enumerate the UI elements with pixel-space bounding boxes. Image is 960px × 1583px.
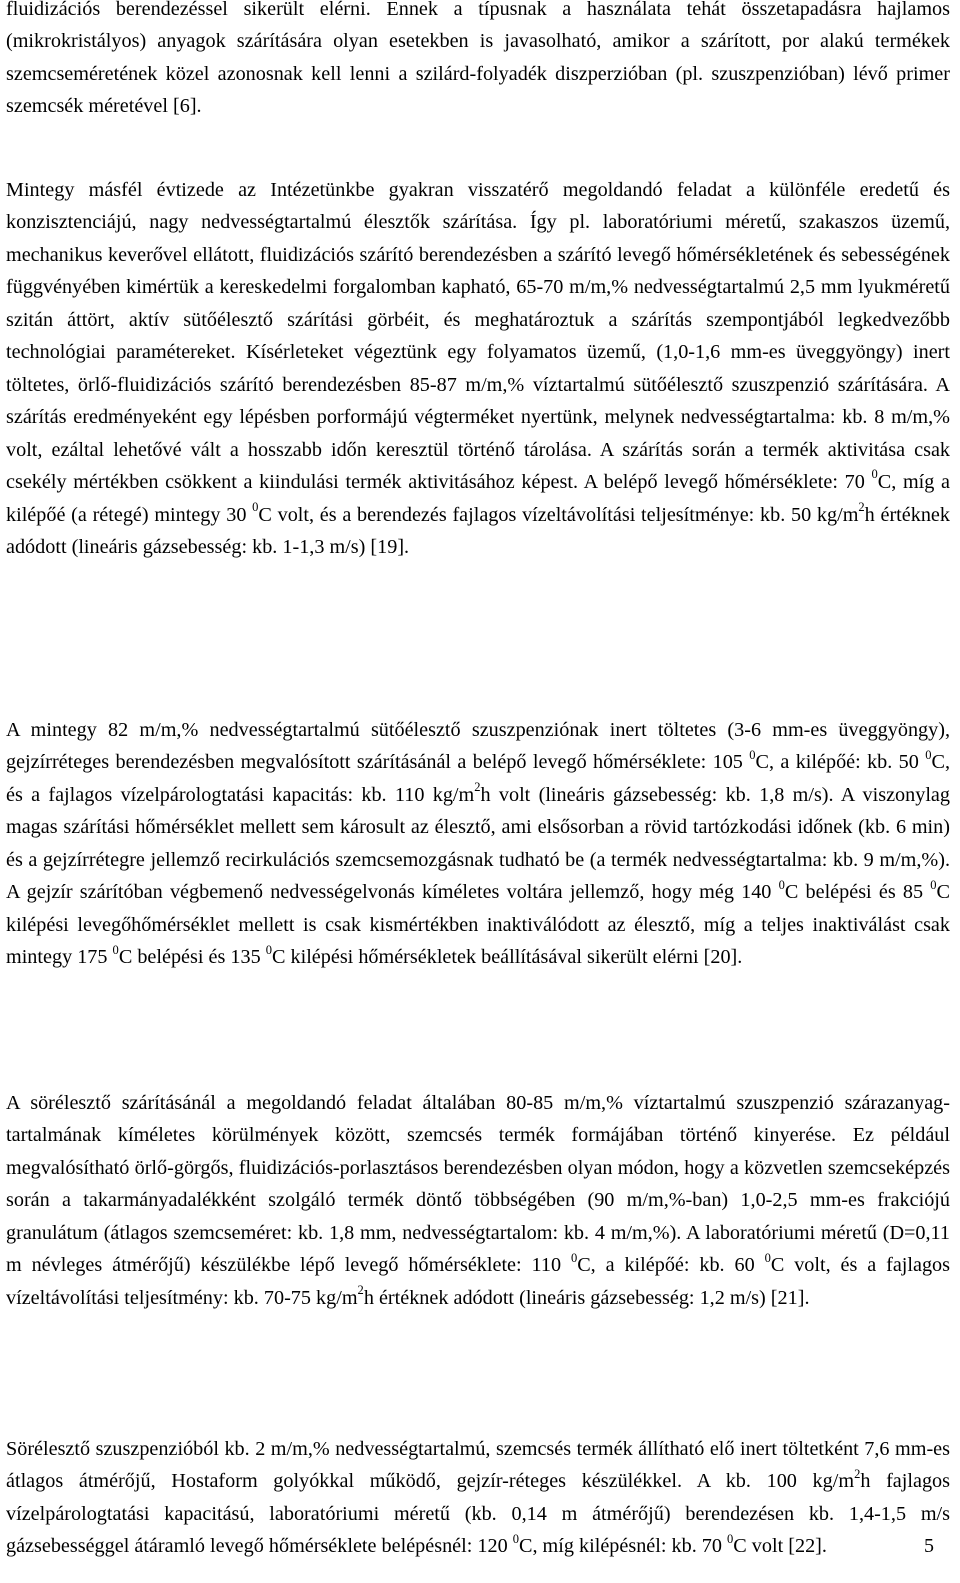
superscript: 2 <box>474 780 481 795</box>
text-run: C, a kilépőé: kb. 50 <box>755 751 926 774</box>
superscript: 2 <box>858 499 865 514</box>
text-run: C, míg a kilépőé (a rétegé) mintegy 30 <box>6 471 950 526</box>
page-number: 5 <box>924 1535 934 1557</box>
paragraph-4 <box>6 1087 950 1314</box>
text-run: C, és a fajlagos vízelpárologtatási kapacitás: kb. 110 kg/m <box>6 751 951 806</box>
paragraph-5 <box>6 1433 950 1563</box>
text-run: C volt [22]. <box>733 1535 827 1558</box>
text-run: A mintegy 82 m/m,% nedvességtartalmú sütőélesztő szuszpenziónak inert töltetes (3-6 mm-es üveggyöngy), gejzírréteges berendezésben megvalósított szárításánál a belépő levegő hőmérséklete: 105 <box>6 719 950 774</box>
superscript: 0 <box>778 877 785 892</box>
superscript: 0 <box>930 877 937 892</box>
text-run: C belépési és 85 <box>784 881 931 904</box>
superscript: 0 <box>925 747 932 762</box>
superscript: 2 <box>854 1466 861 1481</box>
text-run: C volt, és a fajlagos vízeltávolítási teljesítmény: kb. 70-75 kg/m <box>6 1254 951 1309</box>
text-run: C, a kilépőé: kb. 60 <box>577 1254 765 1277</box>
text-run: C, míg kilépésnél: kb. 70 <box>519 1535 728 1558</box>
text-run: h fajlagos vízelpárologtatási kapacitású, laboratóriumi méretű (kb. 0,14 m átmérőjű) berendezésen kb. 1,4-1,5 m/s gázsebességgel átáramló levegő hőmérséklete belépésnél: 120 <box>6 1470 950 1558</box>
superscript: 0 <box>265 942 272 957</box>
paragraph-2 <box>6 174 950 563</box>
text-run: fluidizációs berendezéssel sikerült elérni. Ennek a típusnak a használata tehát összetapadásra hajlamos (mikrokristályos) anyagok szárítására olyan esetekben is javasolható, amikor a szárított, por alakú termékek szemcseméretének közel azonosnak kell lenni a szilárd-folyadék diszperzióban (pl. szuszpenzióban) lévő primer szemcsék méretével [6]. <box>6 0 950 118</box>
superscript: 0 <box>570 1250 578 1265</box>
superscript: 0 <box>871 467 878 482</box>
text-run: h értéknek adódott (lineáris gázsebesség: kb. 1-1,3 m/s) [19]. <box>6 503 950 558</box>
superscript: 0 <box>252 499 259 514</box>
text-run: Mintegy másfél évtizede az Intézetünkbe gyakran visszatérő megoldandó feladat a különféle eredetű és konzisztenciájú, nagy nedvességtartalmú élesztők szárítása. Így pl. laboratóriumi méretű, szakaszos üzemű, mechanikus keverővel ellátott, fluidizációs szárító berendezésben a szárító levegő hőmérsékletének és sebességének függvényében kimértük a kereskedelmi forgalomban kapható, 65-70 m/m,% nedvességtartalmú 2,5 mm lyukméretű szitán áttört, aktív sütőélesztő szárítási görbéit, és meghatároztuk a szárítás szempontjából legkedvezőbb technológiai paramétereket. Kísérleteket végeztünk egy folyamatos üzemű, (1,0-1,6 mm-es üveggyöngy) inert töltetes, örlő-fluidizációs szárító berendezésben 85-87 m/m,% víztartalmú sütőélesztő szuszpenzió szárítására. A szárítás eredményeként egy lépésben porformájú végterméket nyertünk, melynek nedvességtartalma: kb. 8 m/m,% volt, ezáltal lehetővé vált a hosszabb időn keresztül történő tárolása. A szárítás során a termék aktivitása csak csekély mértékben csökkent a kiindulási termék aktivitásához képest. A belépő levegő hőmérséklete: 70 <box>6 179 950 494</box>
text-run: C kilépési hőmérsékletek beállításával sikerült elérni [20]. <box>271 946 743 969</box>
paragraph-3 <box>6 714 950 974</box>
text-run: h értéknek adódott (lineáris gázsebesség: 1,2 m/s) [21]. <box>363 1286 810 1309</box>
superscript: 0 <box>727 1531 734 1546</box>
superscript: 0 <box>764 1250 771 1265</box>
paragraph-1 <box>6 0 950 123</box>
text-run: h volt (lineáris gázsebesség: kb. 1,8 m/s). A viszonylag magas szárítási hőmérséklet mellett sem károsult az élesztő, ami elsősorban a rövid tartózkodási időnek (kb. 6 min) és a gejzírrétegre jellemző recirkulációs szemcsemozgásnak tudható be (a termék nedvességtartalma: kb. 9 m/m,%). A gejzír szárítóban végbemenő nedvességelvonás kíméletes voltára jellemző, hogy még 140 <box>6 783 950 904</box>
superscript: 0 <box>512 1531 519 1546</box>
superscript: 0 <box>112 942 119 957</box>
text-run: C kilépési levegőhőmérséklet mellett is csak kismértékben inaktiválódott az élesztő, míg a teljes inaktiválást csak mintegy 175 <box>6 881 950 969</box>
text-run: Sörélesztő szuszpenzióból kb. 2 m/m,% nedvességtartalmú, szemcsés termék állítható elő inert töltetként 7,6 mm-es átlagos átmérőjű, Hostaform golyókkal működő, gejzír-réteges készülékkel. A kb. 100 kg/m <box>6 1438 950 1493</box>
text-run: C volt, és a berendezés fajlagos vízeltávolítási teljesítménye: kb. 50 kg/m <box>258 503 859 526</box>
superscript: 2 <box>357 1283 364 1298</box>
superscript: 0 <box>749 747 756 762</box>
text-run: A sörélesztő szárításánál a megoldandó feladat általában 80-85 m/m,% víztartalmú szuszpenzió szárazanyag-tartalmának kíméletes körülmények között, szemcsés termék formájában történő kinyerése. Ez például megvalósítható örlő-görgős, fluidizációs-porlasztásos berendezésben olyan módon, hogy a közvetlen szemcseképzés során a takarmányadalékként szolgáló termék döntő többségében (90 m/m,%-ban) 1,0-2,5 mm-es frakciójú granulátum (átlagos szemcseméret: kb. 1,8 mm, nedvességtartalom: kb. 4 m/m,%). A laboratóriumi méretű (D=0,11 m névleges átmérőjű) készülékbe lépő levegő hőmérséklete: 110 <box>6 1092 950 1277</box>
text-run: C belépési és 135 <box>118 946 266 969</box>
